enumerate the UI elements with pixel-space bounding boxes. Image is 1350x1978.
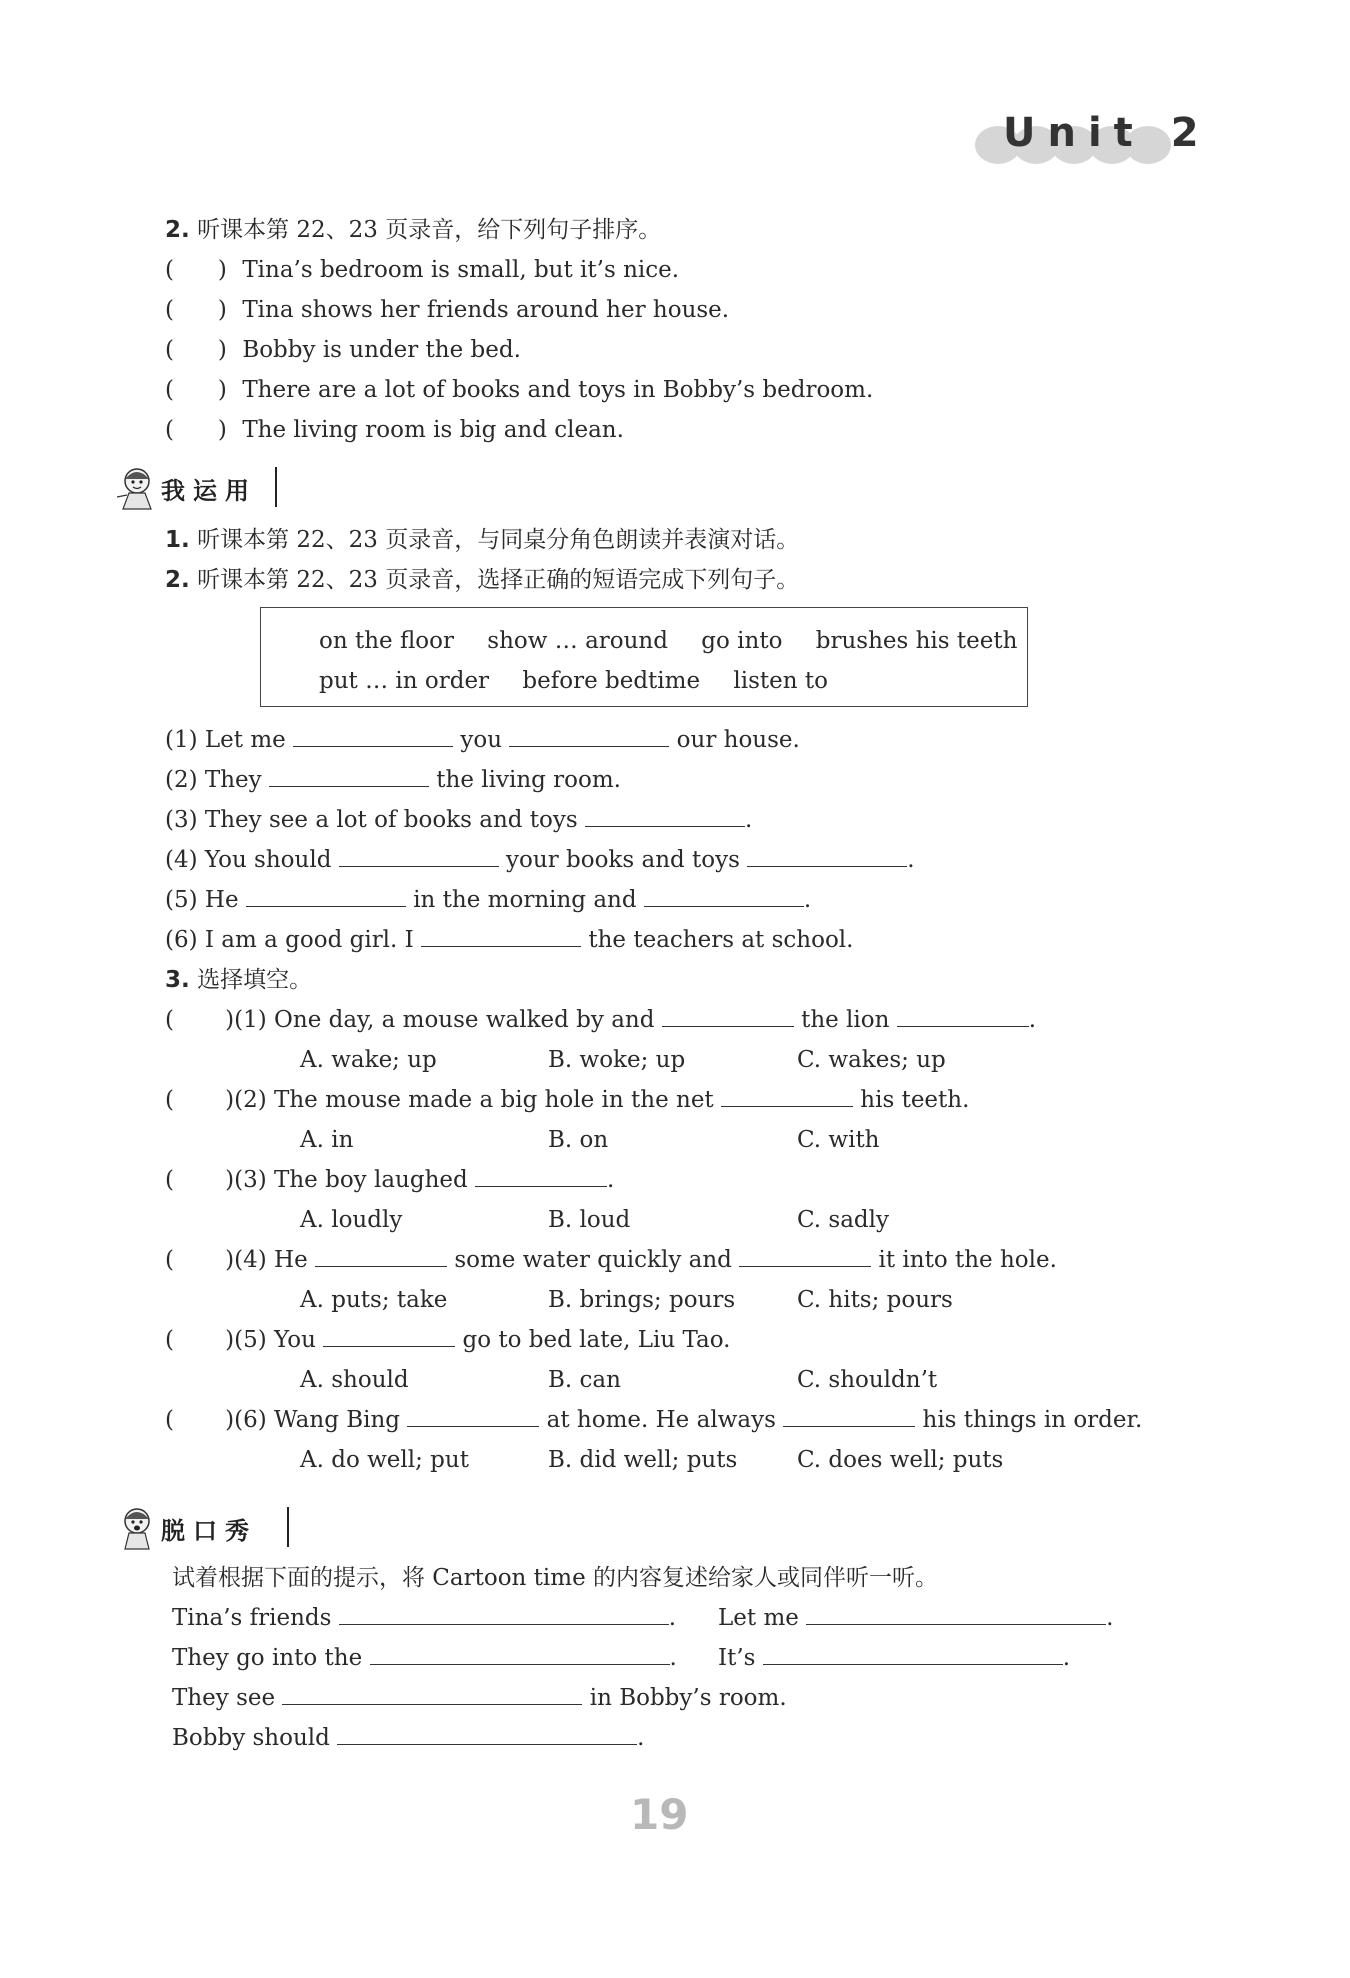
mc-question: ( )(1) One day, a mouse walked by and the lion . (165, 1000, 1036, 1040)
word-bank-row (319, 662, 854, 700)
page-number: 19 (630, 1790, 689, 1839)
answer-blank[interactable] (644, 880, 804, 907)
talk-line: It’s . (718, 1638, 1070, 1678)
mc-option: A. should (300, 1367, 409, 1393)
mc-option: A. do well; put (300, 1447, 469, 1473)
section-talk-heading (115, 1505, 295, 1555)
mc-question: ( )(6) Wang Bing at home. He always his things in order. (165, 1400, 1142, 1440)
mc-option: B. did well; puts (548, 1447, 738, 1473)
fill-item: (4) You should your books and toys . (165, 840, 915, 880)
answer-blank[interactable] (585, 800, 745, 827)
answer-paren[interactable]: ( (165, 1247, 226, 1273)
answer-blank[interactable] (407, 1400, 539, 1427)
answer-paren[interactable]: ( (165, 1167, 226, 1193)
word-option: brushes his teeth (815, 628, 1018, 654)
mc-question: ( )(5) You go to bed late, Liu Tao. (165, 1320, 731, 1360)
answer-blank[interactable] (339, 1598, 669, 1625)
mc-option: B. on (548, 1127, 609, 1153)
use-q1: 1. 听课本第 22、23 页录音，与同桌分角色朗读并表演对话。 (165, 527, 800, 553)
mc-option: B. loud (548, 1207, 631, 1233)
answer-paren[interactable]: ( ) (165, 297, 227, 323)
mc-option: C. with (797, 1127, 880, 1153)
word-option: show … around (487, 628, 668, 654)
mc-option: C. hits; pours (797, 1287, 953, 1313)
unit-badge (975, 108, 1211, 168)
answer-paren[interactable]: ( ) (165, 417, 227, 443)
answer-blank[interactable] (763, 1638, 1063, 1665)
ex2-instruction: 听课本第 22、23 页录音，给下列句子排序。 (197, 217, 662, 243)
mc-option: A. wake; up (300, 1047, 437, 1073)
word-bank-box (260, 607, 1028, 707)
talk-instruction: 试着根据下面的提示，将 Cartoon time 的内容复述给家人或同伴听一听。 (172, 1565, 939, 1591)
answer-blank[interactable] (475, 1160, 607, 1187)
answer-paren[interactable]: ( ) (165, 337, 227, 363)
answer-blank[interactable] (370, 1638, 670, 1665)
mc-option: A. loudly (300, 1207, 403, 1233)
answer-blank[interactable] (293, 720, 453, 747)
answer-blank[interactable] (806, 1598, 1106, 1625)
mc-question: ( )(4) He some water quickly and it into the hole. (165, 1240, 1057, 1280)
answer-blank[interactable] (509, 720, 669, 747)
answer-blank[interactable] (747, 840, 907, 867)
talk-line: They see in Bobby’s room. (172, 1678, 787, 1718)
answer-blank[interactable] (783, 1400, 915, 1427)
ex2-heading: 2. 听课本第 22、23 页录音，给下列句子排序。 (165, 217, 662, 243)
answer-blank[interactable] (421, 920, 581, 947)
word-option: before bedtime (522, 668, 701, 694)
order-item: ( ) Bobby is under the bed. (165, 330, 521, 370)
mc-option: B. can (548, 1367, 621, 1393)
heading-divider (287, 1507, 289, 1547)
mc-option: C. sadly (797, 1207, 889, 1233)
use-q3: 3. 选择填空。 (165, 967, 313, 993)
heading-divider (275, 467, 277, 507)
answer-blank[interactable] (662, 1000, 794, 1027)
answer-blank[interactable] (323, 1320, 455, 1347)
talk-line: They go into the . (172, 1638, 677, 1678)
answer-blank[interactable] (721, 1080, 853, 1107)
mc-option: C. does well; puts (797, 1447, 1004, 1473)
mc-question: ( )(2) The mouse made a big hole in the net his teeth. (165, 1080, 969, 1120)
answer-paren[interactable]: ( ) (165, 377, 227, 403)
order-item: ( ) Tina’s bedroom is small, but it’s nice. (165, 250, 679, 290)
fill-item: (1) Let me you our house. (165, 720, 800, 760)
answer-blank[interactable] (339, 840, 499, 867)
answer-blank[interactable] (246, 880, 406, 907)
word-option: put … in order (319, 668, 490, 694)
fill-item: (5) He in the morning and . (165, 880, 811, 920)
mc-option: B. brings; pours (548, 1287, 736, 1313)
answer-blank[interactable] (282, 1678, 582, 1705)
girl-mascot-icon (115, 1505, 159, 1551)
order-item: ( ) There are a lot of books and toys in Bobby’s bedroom. (165, 370, 873, 410)
section-use-title: 我运用 (161, 477, 257, 505)
unit-label: Unit 2 (1003, 110, 1211, 156)
section-use-heading (115, 465, 295, 515)
word-bank-row (319, 622, 1043, 660)
answer-blank[interactable] (739, 1240, 871, 1267)
fill-item: (2) They the living room. (165, 760, 621, 800)
girl-mascot-icon (115, 465, 159, 511)
mc-option: C. wakes; up (797, 1047, 946, 1073)
answer-paren[interactable]: ( (165, 1407, 226, 1433)
word-option: go into (701, 628, 783, 654)
answer-blank[interactable] (269, 760, 429, 787)
answer-paren[interactable]: ( ) (165, 257, 227, 283)
answer-paren[interactable]: ( (165, 1007, 226, 1033)
answer-blank[interactable] (315, 1240, 447, 1267)
mc-question: ( )(3) The boy laughed . (165, 1160, 614, 1200)
order-item: ( ) Tina shows her friends around her house. (165, 290, 729, 330)
talk-line: Tina’s friends . (172, 1598, 676, 1638)
mc-option: A. puts; take (300, 1287, 448, 1313)
answer-blank[interactable] (337, 1718, 637, 1745)
talk-line: Bobby should . (172, 1718, 644, 1758)
answer-paren[interactable]: ( (165, 1327, 226, 1353)
fill-item: (3) They see a lot of books and toys . (165, 800, 752, 840)
section-talk-title: 脱口秀 (161, 1517, 257, 1545)
use-q2: 2. 听课本第 22、23 页录音，选择正确的短语完成下列句子。 (165, 567, 800, 593)
word-option: listen to (733, 668, 828, 694)
mc-option: B. woke; up (548, 1047, 686, 1073)
answer-blank[interactable] (897, 1000, 1029, 1027)
answer-paren[interactable]: ( (165, 1087, 226, 1113)
mc-option: C. shouldn’t (797, 1367, 938, 1393)
word-option: on the floor (319, 628, 454, 654)
fill-item: (6) I am a good girl. I the teachers at school. (165, 920, 853, 960)
talk-line: Let me . (718, 1598, 1113, 1638)
mc-option: A. in (300, 1127, 354, 1153)
order-item: ( ) The living room is big and clean. (165, 410, 624, 450)
